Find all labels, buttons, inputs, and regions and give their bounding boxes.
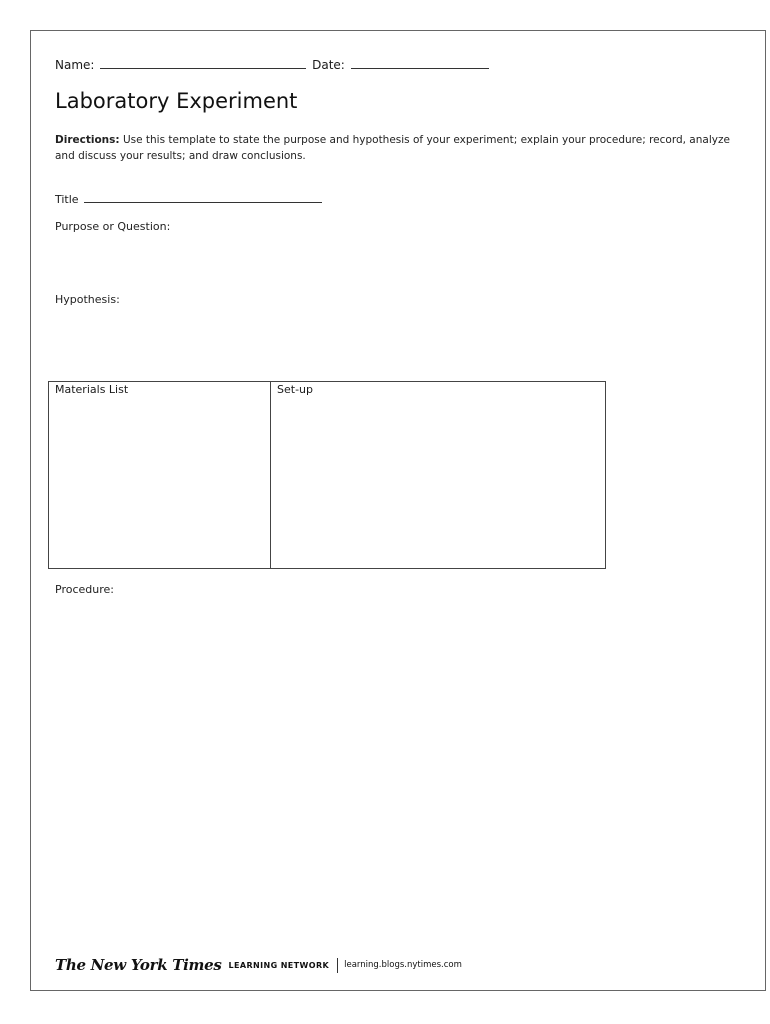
title-label: Title (55, 193, 79, 206)
page-title: Laboratory Experiment (55, 89, 298, 113)
worksheet-page (30, 30, 766, 991)
title-row (55, 191, 324, 206)
nyt-logo: The New York Times (55, 956, 222, 974)
purpose-label: Purpose or Question: (55, 220, 171, 233)
footer (55, 955, 462, 975)
setup-label: Set-up (277, 383, 313, 396)
directions-lead: Directions: (55, 134, 120, 146)
directions-body: Use this template to state the purpose and hypothesis of your experiment; explain your procedure; record, analyze and discuss your results; and draw conclusions. (55, 134, 730, 162)
title-field[interactable] (84, 191, 322, 203)
date-field[interactable] (351, 57, 489, 69)
materials-list-label: Materials List (55, 383, 129, 396)
name-date-row (55, 57, 491, 72)
learning-network-label: LEARNING NETWORK (228, 960, 330, 970)
footer-divider (337, 958, 338, 973)
materials-list-box[interactable] (48, 381, 271, 569)
name-field[interactable] (100, 57, 306, 69)
setup-box[interactable] (270, 381, 606, 569)
procedure-label: Procedure: (55, 583, 114, 596)
footer-url: learning.blogs.nytimes.com (344, 960, 462, 970)
name-label: Name: (55, 58, 95, 72)
directions-text (55, 132, 735, 164)
date-label: Date: (312, 58, 345, 72)
hypothesis-label: Hypothesis: (55, 293, 120, 306)
